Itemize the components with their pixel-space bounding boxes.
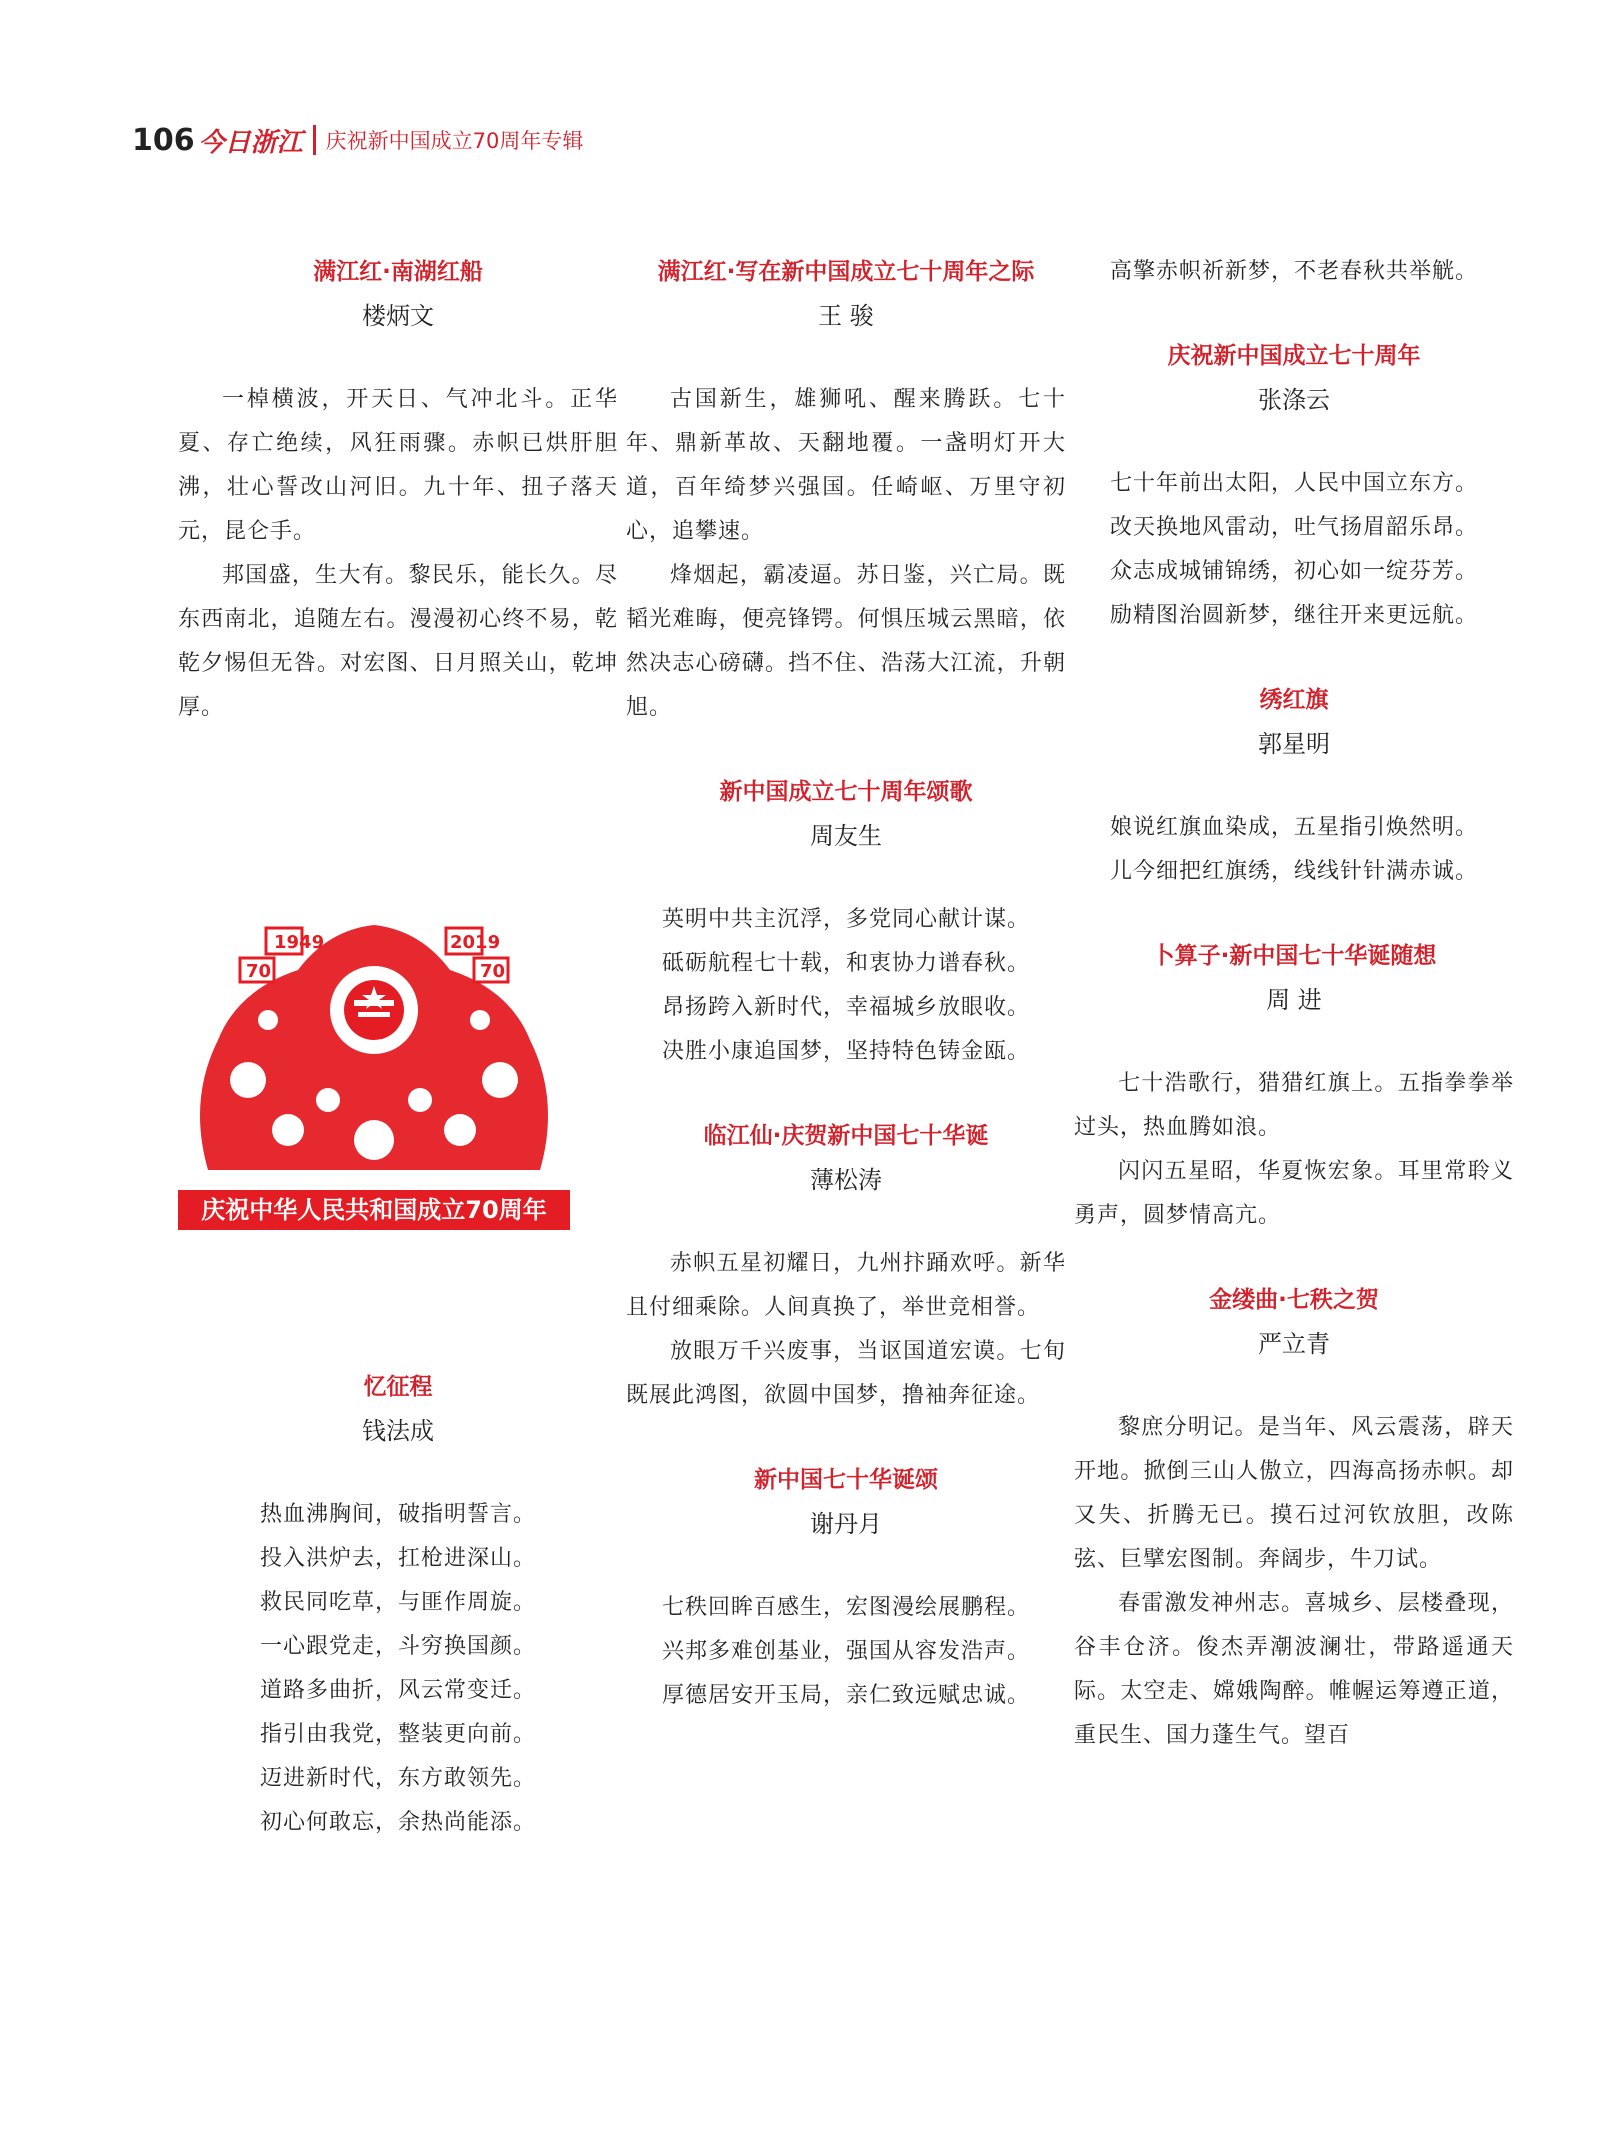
poem-title: 临江仙·庆贺新中国七十华诞	[703, 1123, 989, 1149]
poem-author: 钱法成	[362, 1417, 434, 1445]
poem-author: 谢丹月	[810, 1510, 882, 1538]
poem-title: 满江红·写在新中国成立七十周年之际	[657, 259, 1035, 285]
poem-line: 砥砺航程七十载，和衷协力谱春秋。	[661, 951, 1030, 976]
poem-line: 指引由我党，整装更向前。	[259, 1722, 536, 1747]
poem	[626, 770, 1066, 1074]
poem-line: 七秩回眸百感生，宏图漫绘展鹏程。	[661, 1595, 1030, 1620]
anniversary-number: 70	[480, 961, 506, 982]
poem-paragraph: 一棹横波，开天日、气冲北斗。正华夏、存亡绝续，风狂雨骤。赤帜已烘肝胆沸，壮心誓改山河旧。九十年、扭子落天元，昆仑手。	[178, 387, 618, 544]
poem-line: 道路多曲折，风云常变迁。	[259, 1678, 536, 1703]
poem-author: 薄松涛	[810, 1166, 882, 1194]
poem-line: 迈进新时代，东方敢领先。	[259, 1766, 536, 1791]
poem-line: 改天换地风雷动，吐气扬眉韶乐昂。	[1109, 515, 1478, 540]
poem-paragraph: 闪闪五星昭，华夏恢宏象。耳里常聆义勇声，圆梦情高亢。	[1074, 1159, 1514, 1228]
poem-paragraph: 赤帜五星初耀日，九州抃踊欢呼。新华且付细乘除。人间真换了，举世竞相誉。	[626, 1251, 1066, 1320]
poem-line: 高擎赤帜祈新梦，不老春秋共举觥。	[1109, 259, 1478, 284]
poem-title: 庆祝新中国成立七十周年	[1167, 343, 1421, 369]
poem-line: 兴邦多难创基业，强国从容发浩声。	[661, 1639, 1030, 1664]
poem-line: 厚德居安开玉局，亲仁致远赋忠诚。	[661, 1683, 1030, 1708]
poem-title: 绣红旗	[1259, 687, 1329, 713]
poem-paragraph: 黎庶分明记。是当年、风云震荡，辟天开地。掀倒三山人傲立，四海高扬赤帜。却又失、折腾无已。摸石过河钦放胆，改陈弦、巨擘宏图制。奔阔步，牛刀试。	[1074, 1415, 1514, 1572]
poem-line: 七十年前出太阳，人民中国立东方。	[1109, 471, 1478, 496]
poem-paragraph: 春雷激发神州志。喜城乡、层楼叠现，谷丰仓济。俊杰弄潮波澜壮，带路遥通天际。太空走、嫦娥陶醉。帷幄运筹遵正道，重民生、国力蓬生气。望百	[1074, 1591, 1514, 1748]
poem	[178, 250, 618, 730]
column-2	[626, 250, 1066, 1758]
poem-title: 卜算子·新中国七十华诞随想	[1151, 943, 1437, 969]
poem-paragraph: 烽烟起，霸凌逼。苏日鉴，兴亡局。既韬光难晦，便亮锋锷。何惧压城云黑暗，依然决志心磅礴。挡不住、浩荡大江流，升朝旭。	[626, 563, 1066, 720]
poem-continuation	[1074, 250, 1514, 294]
poem-title: 满江红·南湖红船	[313, 259, 483, 285]
poem-author: 王 骏	[818, 302, 874, 330]
poem-title: 金缕曲·七秩之贺	[1209, 1287, 1379, 1313]
poem-line: 儿今细把红旗绣，线线针针满赤诚。	[1109, 859, 1478, 884]
poem	[178, 1365, 618, 1845]
poem	[1074, 678, 1514, 894]
year-label: 2019	[450, 932, 501, 953]
poem-line: 昂扬跨入新时代，幸福城乡放眼收。	[661, 995, 1030, 1020]
poem-title: 新中国成立七十周年颂歌	[719, 779, 973, 805]
year-label: 1949	[274, 932, 325, 953]
poem-line: 决胜小康追国梦，坚持特色铸金瓯。	[661, 1039, 1030, 1064]
poem-line: 投入洪炉去，扛枪进深山。	[259, 1546, 536, 1571]
magazine-logo: 今日浙江	[198, 127, 303, 158]
poem	[1074, 1278, 1514, 1758]
poem	[626, 250, 1066, 730]
poem-title: 忆征程	[363, 1374, 433, 1400]
poem-author: 周 进	[1266, 986, 1322, 1014]
paper-cut-artwork	[178, 900, 570, 1230]
paper-cut-illustration	[178, 900, 570, 1230]
header-divider	[313, 125, 316, 155]
poem-author: 张涤云	[1258, 386, 1330, 414]
poem-author: 郭星明	[1258, 730, 1330, 758]
poem	[626, 1114, 1066, 1418]
poem	[626, 1458, 1066, 1718]
poem-paragraph: 七十浩歌行，猎猎红旗上。五指拳拳举过头，热血腾如浪。	[1074, 1071, 1514, 1140]
poem-author: 周友生	[810, 822, 882, 850]
column-3	[1074, 250, 1514, 1798]
poem-line: 初心何敢忘，余热尚能添。	[259, 1810, 536, 1835]
poem-line: 励精图治圆新梦，继往开来更远航。	[1109, 603, 1478, 628]
column-1	[178, 250, 618, 770]
poem-line: 英明中共主沉浮，多党同心献计谋。	[661, 907, 1030, 932]
poem-line: 一心跟党走，斗穷换国颜。	[259, 1634, 536, 1659]
poem-line: 热血沸胸间，破指明誓言。	[259, 1502, 536, 1527]
poem-title: 新中国七十华诞颂	[754, 1467, 938, 1493]
poem-paragraph: 邦国盛，生大有。黎民乐，能长久。尽东西南北，追随左右。漫漫初心终不易，乾乾夕惕但无咎。对宏图、日月照关山，乾坤厚。	[178, 563, 618, 720]
section-title: 庆祝新中国成立70周年专辑	[325, 129, 584, 153]
poem-line: 众志成城铺锦绣，初心如一绽芬芳。	[1109, 559, 1478, 584]
poem-line: 娘说红旗血染成，五星指引焕然明。	[1109, 815, 1478, 840]
poem-paragraph: 古国新生，雄狮吼、醒来腾跃。七十年、鼎新革故、天翻地覆。一盏明灯开大道，百年绮梦兴强国。任崎岖、万里守初心，追攀速。	[626, 387, 1066, 544]
papercut-banner: 庆祝中华人民共和国成立70周年	[201, 1196, 547, 1224]
anniversary-number: 70	[246, 961, 272, 982]
poem-author: 严立青	[1258, 1330, 1330, 1358]
column-1-lower	[178, 1365, 618, 1885]
poem-paragraph: 放眼万千兴废事，当讴国道宏谟。七旬既展此鸿图，欲圆中国梦，撸袖奔征途。	[626, 1339, 1066, 1408]
page-number: 106	[132, 122, 195, 158]
page-header	[132, 120, 583, 160]
poem-author: 楼炳文	[362, 302, 434, 330]
poem-line: 救民同吃草，与匪作周旋。	[259, 1590, 536, 1615]
poem	[1074, 934, 1514, 1238]
poem	[1074, 334, 1514, 638]
